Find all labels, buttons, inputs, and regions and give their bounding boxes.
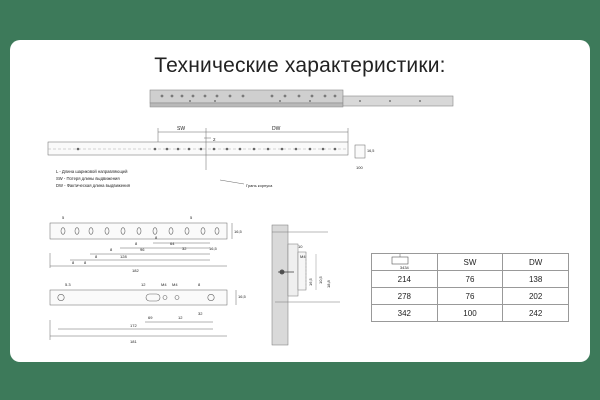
svg-text:32: 32	[198, 311, 203, 316]
table-cell: 342	[372, 305, 438, 322]
table-cell: 214	[372, 271, 438, 288]
svg-text:182: 182	[132, 268, 139, 273]
sw-label: SW	[177, 126, 186, 132]
legend	[56, 168, 130, 189]
table-cell: 242	[503, 305, 569, 322]
page-title: Технические характеристики:	[154, 54, 446, 77]
table-cell: 76	[437, 288, 503, 305]
svg-text:96: 96	[140, 247, 145, 252]
svg-text:8: 8	[198, 282, 201, 287]
table-header-row	[372, 254, 569, 271]
svg-text:181: 181	[130, 339, 137, 344]
svg-text:8: 8	[155, 235, 158, 240]
table-row	[372, 288, 569, 305]
table-cell: 138	[503, 271, 569, 288]
svg-text:128: 128	[120, 254, 127, 259]
table-header-cell: SW	[437, 254, 503, 271]
edge-label: Грань корпуса	[246, 183, 273, 188]
svg-text:8: 8	[84, 260, 87, 265]
svg-text:M4: M4	[300, 254, 306, 259]
legend-item: SW - Потеря длины выдвижения	[56, 176, 120, 181]
svg-text:5.3: 5.3	[65, 282, 71, 287]
spec-card	[10, 40, 590, 362]
svg-text:16,5: 16,5	[234, 229, 242, 234]
dimensions-table	[371, 253, 569, 322]
svg-text:10,5: 10,5	[318, 276, 323, 284]
svg-text:16,5: 16,5	[308, 278, 313, 286]
gap-label: 2	[213, 137, 216, 142]
svg-text:M4: M4	[161, 282, 167, 287]
svg-text:64: 64	[170, 241, 175, 246]
table-row	[372, 305, 569, 322]
svg-text:16,5: 16,5	[238, 294, 246, 299]
svg-text:8: 8	[110, 247, 113, 252]
svg-text:12: 12	[178, 315, 183, 320]
svg-text:172: 172	[130, 323, 137, 328]
svg-text:32: 32	[182, 246, 187, 251]
svg-text:8: 8	[72, 260, 75, 265]
svg-text:8: 8	[135, 241, 138, 246]
rail-photo	[150, 90, 453, 107]
svg-text:18,8: 18,8	[326, 280, 331, 288]
svg-text:69: 69	[148, 315, 153, 320]
svg-text:5: 5	[62, 215, 65, 220]
legend-item: L - Длина шариковой направляющей	[56, 169, 128, 174]
table-cell: 100	[437, 305, 503, 322]
rail-2-drawing	[50, 290, 236, 340]
svg-text:12: 12	[141, 282, 146, 287]
svg-text:5: 5	[190, 215, 193, 220]
svg-text:10: 10	[298, 244, 303, 249]
side-width-label: 100	[356, 165, 363, 170]
svg-text:M4: M4	[172, 282, 178, 287]
table-cell: 76	[437, 271, 503, 288]
table-header-cell: DW	[503, 254, 569, 271]
table-cell: 278	[372, 288, 438, 305]
side-height-label: 16,5	[367, 149, 375, 153]
dw-label: DW	[272, 126, 281, 132]
table-row	[372, 271, 569, 288]
svg-text:8: 8	[95, 254, 98, 259]
table-cell: 202	[503, 288, 569, 305]
legend-item: DW - Фактическая длина выдвижения	[56, 183, 130, 188]
table-header-cell: 3434	[372, 254, 438, 271]
svg-text:16,5: 16,5	[209, 246, 217, 251]
